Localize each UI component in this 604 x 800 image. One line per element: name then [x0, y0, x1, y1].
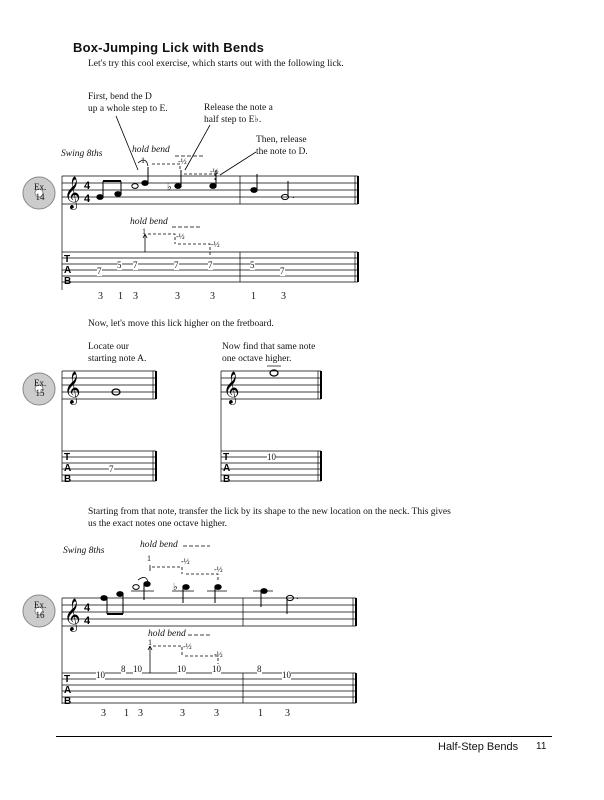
bend-half-label: -½ [178, 157, 187, 166]
fingering-number: 3 [285, 708, 290, 719]
svg-text:𝄞: 𝄞 [64, 372, 81, 403]
move-higher-text: Now, let's move this lick higher on the fretboard. [88, 319, 274, 329]
svg-text:.: . [296, 591, 299, 602]
hold-bend-tab-label: hold bend [130, 217, 168, 227]
tab-fret: 10 [267, 452, 276, 462]
fingering-number: 1 [118, 291, 123, 302]
annotation-bend-up: First, bend the D up a whole step to E. [88, 92, 168, 114]
example-badge: Ex. 14 [34, 182, 47, 202]
tab-fret: 7 [280, 266, 285, 276]
bend-half-label: -½ [210, 167, 219, 176]
svg-text:4: 4 [84, 615, 91, 627]
tab-fret: 7 [208, 260, 213, 270]
tab-fret: 10 [177, 664, 186, 674]
bend-half-label: -½ [214, 565, 223, 574]
tab-fret: 8 [257, 664, 262, 674]
bend-half-label: -½ [176, 232, 185, 241]
svg-text:A: A [64, 265, 72, 276]
hold-bend-label: hold bend [132, 145, 170, 155]
fingering-number: 3 [214, 708, 219, 719]
fingering-number: 1 [124, 708, 129, 719]
svg-text:A: A [64, 685, 72, 696]
svg-text:4: 4 [84, 602, 91, 614]
transfer-lick-text: Starting from that note, transfer the lick by its shape to the new location on the neck. This gives us the exact notes one octave higher. [88, 507, 451, 529]
tab-fret: 7 [97, 266, 102, 276]
tab-fret: 10 [212, 664, 221, 674]
swing-feel-label: Swing 8ths [63, 546, 105, 556]
svg-text:A: A [223, 463, 231, 474]
bend-half-label: -½ [211, 240, 220, 249]
annotation-release-to-d: Then, release the note to D. [256, 135, 308, 157]
fingering-number: 1 [258, 708, 263, 719]
fingering-number: 3 [98, 291, 103, 302]
hold-bend-tab-label: hold bend [148, 629, 186, 639]
hold-bend-label: hold bend [140, 540, 178, 550]
bend-full-label: 1 [147, 554, 151, 563]
bend-half-label: -½ [214, 650, 223, 659]
svg-text:T: T [64, 674, 71, 685]
find-octave-caption: Now find that same note one octave higher. [222, 342, 316, 364]
fingering-number: 3 [180, 708, 185, 719]
svg-text:B: B [64, 276, 72, 287]
footer-rule [56, 736, 552, 737]
page-number: 11 [536, 741, 547, 752]
fingering-number: 3 [210, 291, 215, 302]
svg-text:T: T [64, 452, 71, 463]
bend-half-label: -½ [183, 642, 192, 651]
svg-text:𝄞: 𝄞 [223, 372, 240, 403]
svg-text:♭: ♭ [173, 582, 178, 593]
svg-text:♭: ♭ [167, 182, 172, 193]
svg-text:A: A [64, 463, 72, 474]
bend-full-label: 1 [148, 638, 152, 647]
tab-fret: 7 [109, 464, 114, 474]
svg-text:4: 4 [84, 193, 91, 205]
section-title: Box-Jumping Lick with Bends [73, 40, 265, 55]
fingering-number: 3 [101, 708, 106, 719]
svg-text:T: T [64, 254, 71, 265]
tab-fret: 10 [96, 670, 105, 680]
svg-text:𝄞: 𝄞 [64, 599, 81, 630]
fingering-number: 3 [281, 291, 286, 302]
svg-text:B: B [64, 474, 72, 485]
bend-half-label: -½ [181, 557, 190, 566]
svg-text:B: B [223, 474, 231, 485]
chapter-title: Half-Step Bends [438, 741, 519, 753]
svg-text:4: 4 [84, 180, 91, 192]
svg-text:𝄞: 𝄞 [64, 177, 81, 208]
annotation-release-half: Release the note a half step to E♭. [204, 103, 273, 125]
tab-fret: 8 [121, 664, 126, 674]
example-badge: Ex. 15 [34, 378, 47, 398]
fingering-number: 1 [251, 291, 256, 302]
tab-fret: 10 [282, 670, 291, 680]
svg-text:.: . [292, 190, 295, 201]
locate-note-caption: Locate our starting note A. [88, 342, 147, 364]
tab-fret: 5 [250, 260, 255, 270]
bend-full-label: 1 [141, 156, 145, 165]
tab-fret: 5 [117, 260, 122, 270]
fingering-number: 3 [138, 708, 143, 719]
svg-text:T: T [223, 452, 230, 463]
tab-fret: 7 [174, 260, 179, 270]
bend-full-label: 1 [142, 227, 146, 236]
fingering-number: 3 [175, 291, 180, 302]
example-badge: Ex. 16 [34, 600, 47, 620]
fingering-number: 3 [133, 291, 138, 302]
swing-feel-label: Swing 8ths [61, 149, 103, 159]
tab-fret: 10 [133, 664, 142, 674]
svg-text:B: B [64, 696, 72, 707]
intro-text: Let's try this cool exercise, which starts out with the following lick. [88, 59, 344, 69]
tab-fret: 7 [133, 260, 138, 270]
